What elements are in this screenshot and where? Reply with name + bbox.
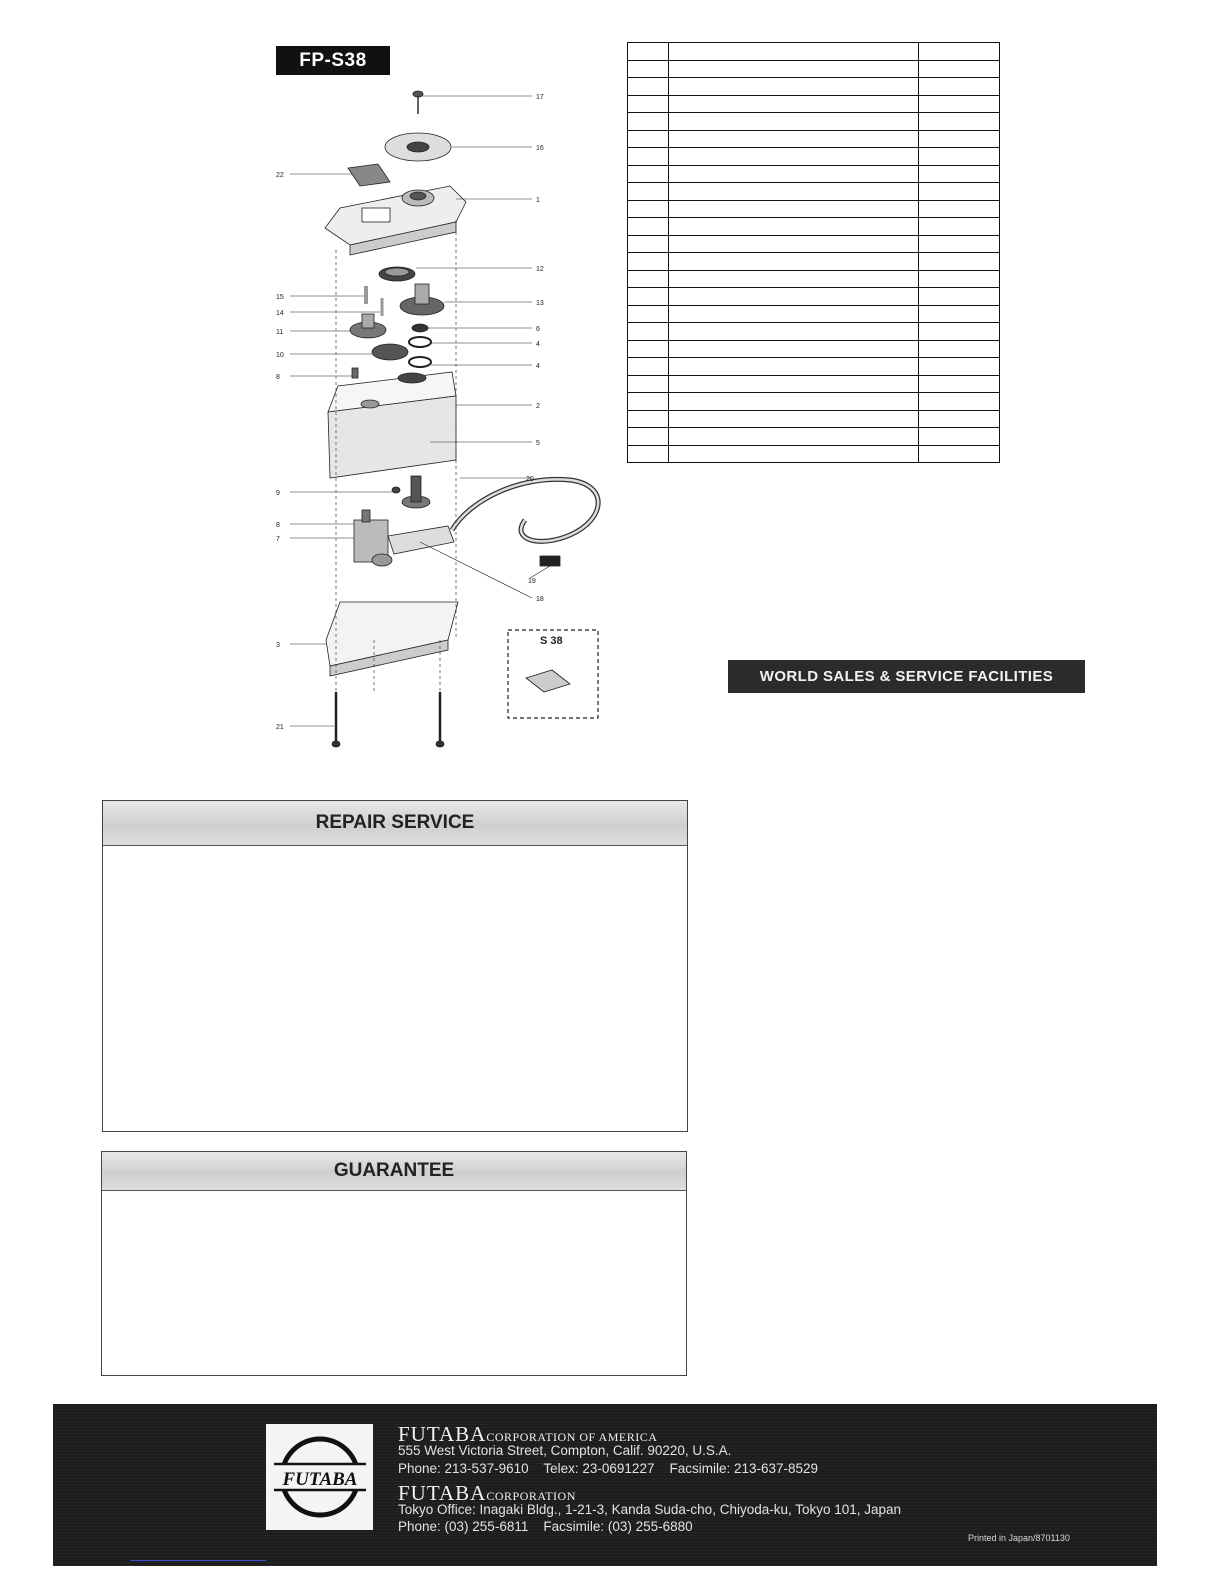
table-cell bbox=[919, 165, 1000, 183]
callout-4a: 4 bbox=[536, 341, 540, 348]
table-cell bbox=[628, 410, 669, 428]
table-row bbox=[628, 165, 1000, 183]
long-screws-drawing bbox=[332, 692, 444, 747]
table-cell bbox=[668, 445, 919, 463]
japan-name: FUTABA bbox=[398, 1481, 487, 1505]
table-row bbox=[628, 130, 1000, 148]
callout-18: 18 bbox=[536, 596, 544, 603]
table-cell bbox=[919, 253, 1000, 271]
table-cell bbox=[628, 445, 669, 463]
table-cell bbox=[919, 183, 1000, 201]
callout-17: 17 bbox=[536, 94, 544, 101]
table-cell bbox=[628, 375, 669, 393]
table-row bbox=[628, 358, 1000, 376]
callout-11: 11 bbox=[276, 329, 284, 336]
table-cell bbox=[919, 410, 1000, 428]
printed-in-japan: Printed in Japan/8701130 bbox=[968, 1533, 1070, 1543]
table-cell bbox=[628, 183, 669, 201]
table-cell bbox=[668, 340, 919, 358]
table-cell bbox=[668, 235, 919, 253]
main-case-drawing bbox=[328, 372, 456, 478]
table-cell bbox=[628, 148, 669, 166]
table-cell bbox=[668, 428, 919, 446]
gear-10-drawing bbox=[372, 344, 408, 360]
callout-22: 22 bbox=[276, 172, 284, 179]
callout-9: 9 bbox=[276, 490, 280, 497]
table-cell bbox=[668, 410, 919, 428]
table-cell bbox=[919, 235, 1000, 253]
parts-list-table bbox=[627, 42, 1000, 463]
table-cell bbox=[628, 43, 669, 61]
table-row bbox=[628, 60, 1000, 78]
table-cell bbox=[668, 323, 919, 341]
callout-19: 19 bbox=[528, 578, 536, 585]
table-cell bbox=[919, 393, 1000, 411]
table-cell bbox=[668, 165, 919, 183]
america-sub: CORPORATION OF AMERICA bbox=[486, 1430, 658, 1444]
table-cell bbox=[919, 358, 1000, 376]
futaba-logo bbox=[266, 1424, 373, 1530]
table-row bbox=[628, 375, 1000, 393]
callout-10: 10 bbox=[276, 352, 284, 359]
table-row bbox=[628, 148, 1000, 166]
table-row bbox=[628, 340, 1000, 358]
callout-8b: 8 bbox=[276, 522, 280, 529]
table-cell bbox=[919, 428, 1000, 446]
lower-case-drawing bbox=[326, 602, 458, 676]
table-row bbox=[628, 305, 1000, 323]
table-cell bbox=[628, 235, 669, 253]
table-cell bbox=[628, 200, 669, 218]
table-cell bbox=[668, 78, 919, 96]
table-row bbox=[628, 323, 1000, 341]
table-cell bbox=[919, 305, 1000, 323]
callout-1: 1 bbox=[536, 197, 540, 204]
table-cell bbox=[668, 43, 919, 61]
table-cell bbox=[628, 358, 669, 376]
table-cell bbox=[919, 148, 1000, 166]
table-row bbox=[628, 270, 1000, 288]
cable-drawing bbox=[452, 479, 598, 566]
table-cell bbox=[668, 253, 919, 271]
table-cell bbox=[919, 375, 1000, 393]
gear-12-drawing bbox=[379, 267, 415, 281]
potentiometer-drawing bbox=[402, 476, 430, 508]
table-row bbox=[628, 43, 1000, 61]
gear-13-drawing bbox=[400, 284, 444, 315]
callout-6: 6 bbox=[536, 326, 540, 333]
japan-phone: Phone: (03) 255-6811 Facsimile: (03) 255-6880 bbox=[398, 1519, 693, 1534]
callout-21: 21 bbox=[276, 724, 284, 731]
japan-sub: CORPORATION bbox=[486, 1489, 576, 1503]
callout-4b: 4 bbox=[536, 363, 540, 370]
table-cell bbox=[628, 305, 669, 323]
table-cell bbox=[919, 60, 1000, 78]
servo-horn-disc-drawing bbox=[385, 133, 451, 161]
table-cell bbox=[668, 148, 919, 166]
table-cell bbox=[668, 200, 919, 218]
futaba-logo-mark bbox=[272, 1430, 368, 1524]
table-cell bbox=[628, 113, 669, 131]
table-row bbox=[628, 183, 1000, 201]
gear-11-drawing bbox=[350, 314, 386, 338]
motor-assembly-drawing bbox=[354, 510, 454, 566]
table-row bbox=[628, 78, 1000, 96]
callout-8a: 8 bbox=[276, 374, 280, 381]
table-cell bbox=[919, 43, 1000, 61]
table-row bbox=[628, 113, 1000, 131]
table-cell bbox=[919, 270, 1000, 288]
table-cell bbox=[628, 218, 669, 236]
callout-14: 14 bbox=[276, 310, 284, 317]
table-cell bbox=[668, 305, 919, 323]
table-cell bbox=[668, 218, 919, 236]
table-cell bbox=[668, 393, 919, 411]
table-cell bbox=[628, 323, 669, 341]
table-cell bbox=[919, 78, 1000, 96]
table-cell bbox=[628, 393, 669, 411]
america-name: FUTABA bbox=[398, 1422, 487, 1446]
table-cell bbox=[668, 60, 919, 78]
inset-label: S 38 bbox=[540, 635, 563, 647]
table-cell bbox=[919, 445, 1000, 463]
exploded-view-diagram bbox=[270, 80, 620, 760]
table-cell bbox=[628, 288, 669, 306]
table-cell bbox=[668, 183, 919, 201]
table-row bbox=[628, 218, 1000, 236]
table-row bbox=[628, 235, 1000, 253]
table-cell bbox=[628, 165, 669, 183]
guarantee-title: GUARANTEE bbox=[102, 1152, 686, 1191]
table-cell bbox=[919, 218, 1000, 236]
table-row bbox=[628, 445, 1000, 463]
callout-15: 15 bbox=[276, 294, 284, 301]
table-cell bbox=[628, 78, 669, 96]
america-phone: Phone: 213-537-9610 Telex: 23-0691227 Facsimile: 213-637-8529 bbox=[398, 1461, 819, 1476]
table-cell bbox=[919, 200, 1000, 218]
table-cell bbox=[919, 340, 1000, 358]
table-cell bbox=[628, 270, 669, 288]
label-sticker-drawing bbox=[348, 164, 390, 186]
callout-3: 3 bbox=[276, 642, 280, 649]
table-row bbox=[628, 393, 1000, 411]
table-row bbox=[628, 288, 1000, 306]
table-cell bbox=[628, 428, 669, 446]
table-row bbox=[628, 200, 1000, 218]
table-cell bbox=[919, 113, 1000, 131]
japan-address: Tokyo Office: Inagaki Bldg., 1-21-3, Kanda Suda-cho, Chiyoda-ku, Tokyo 101, Japan bbox=[398, 1502, 902, 1517]
table-cell bbox=[919, 323, 1000, 341]
table-cell bbox=[628, 60, 669, 78]
table-cell bbox=[919, 95, 1000, 113]
table-cell bbox=[628, 340, 669, 358]
america-address: 555 West Victoria Street, Compton, Calif. 90220, U.S.A. bbox=[398, 1443, 732, 1458]
callout-12: 12 bbox=[536, 266, 544, 273]
table-cell bbox=[668, 270, 919, 288]
table-row bbox=[628, 95, 1000, 113]
table-row bbox=[628, 428, 1000, 446]
table-cell bbox=[919, 288, 1000, 306]
screw-17-drawing bbox=[413, 91, 423, 114]
table-cell bbox=[668, 130, 919, 148]
logo-text: FUTABA bbox=[282, 1469, 357, 1490]
table-row bbox=[628, 410, 1000, 428]
world-sales-banner: WORLD SALES & SERVICE FACILITIES bbox=[728, 660, 1085, 693]
callout-16: 16 bbox=[536, 145, 544, 152]
table-cell bbox=[668, 375, 919, 393]
table-cell bbox=[668, 95, 919, 113]
callout-20: 20 bbox=[526, 476, 534, 483]
callout-2: 2 bbox=[536, 403, 540, 410]
repair-service-box bbox=[102, 800, 688, 1132]
table-cell bbox=[628, 130, 669, 148]
callout-13: 13 bbox=[536, 300, 544, 307]
table-cell bbox=[628, 95, 669, 113]
upper-case-drawing bbox=[325, 186, 466, 255]
footer-underline bbox=[130, 1560, 266, 1561]
table-cell bbox=[628, 253, 669, 271]
table-cell bbox=[668, 113, 919, 131]
table-cell bbox=[668, 288, 919, 306]
callout-5: 5 bbox=[536, 440, 540, 447]
model-tag: FP-S38 bbox=[276, 46, 390, 75]
table-cell bbox=[919, 130, 1000, 148]
repair-service-title: REPAIR SERVICE bbox=[103, 801, 687, 846]
table-row bbox=[628, 253, 1000, 271]
callout-7: 7 bbox=[276, 536, 280, 543]
guarantee-box bbox=[101, 1151, 687, 1376]
table-cell bbox=[668, 358, 919, 376]
